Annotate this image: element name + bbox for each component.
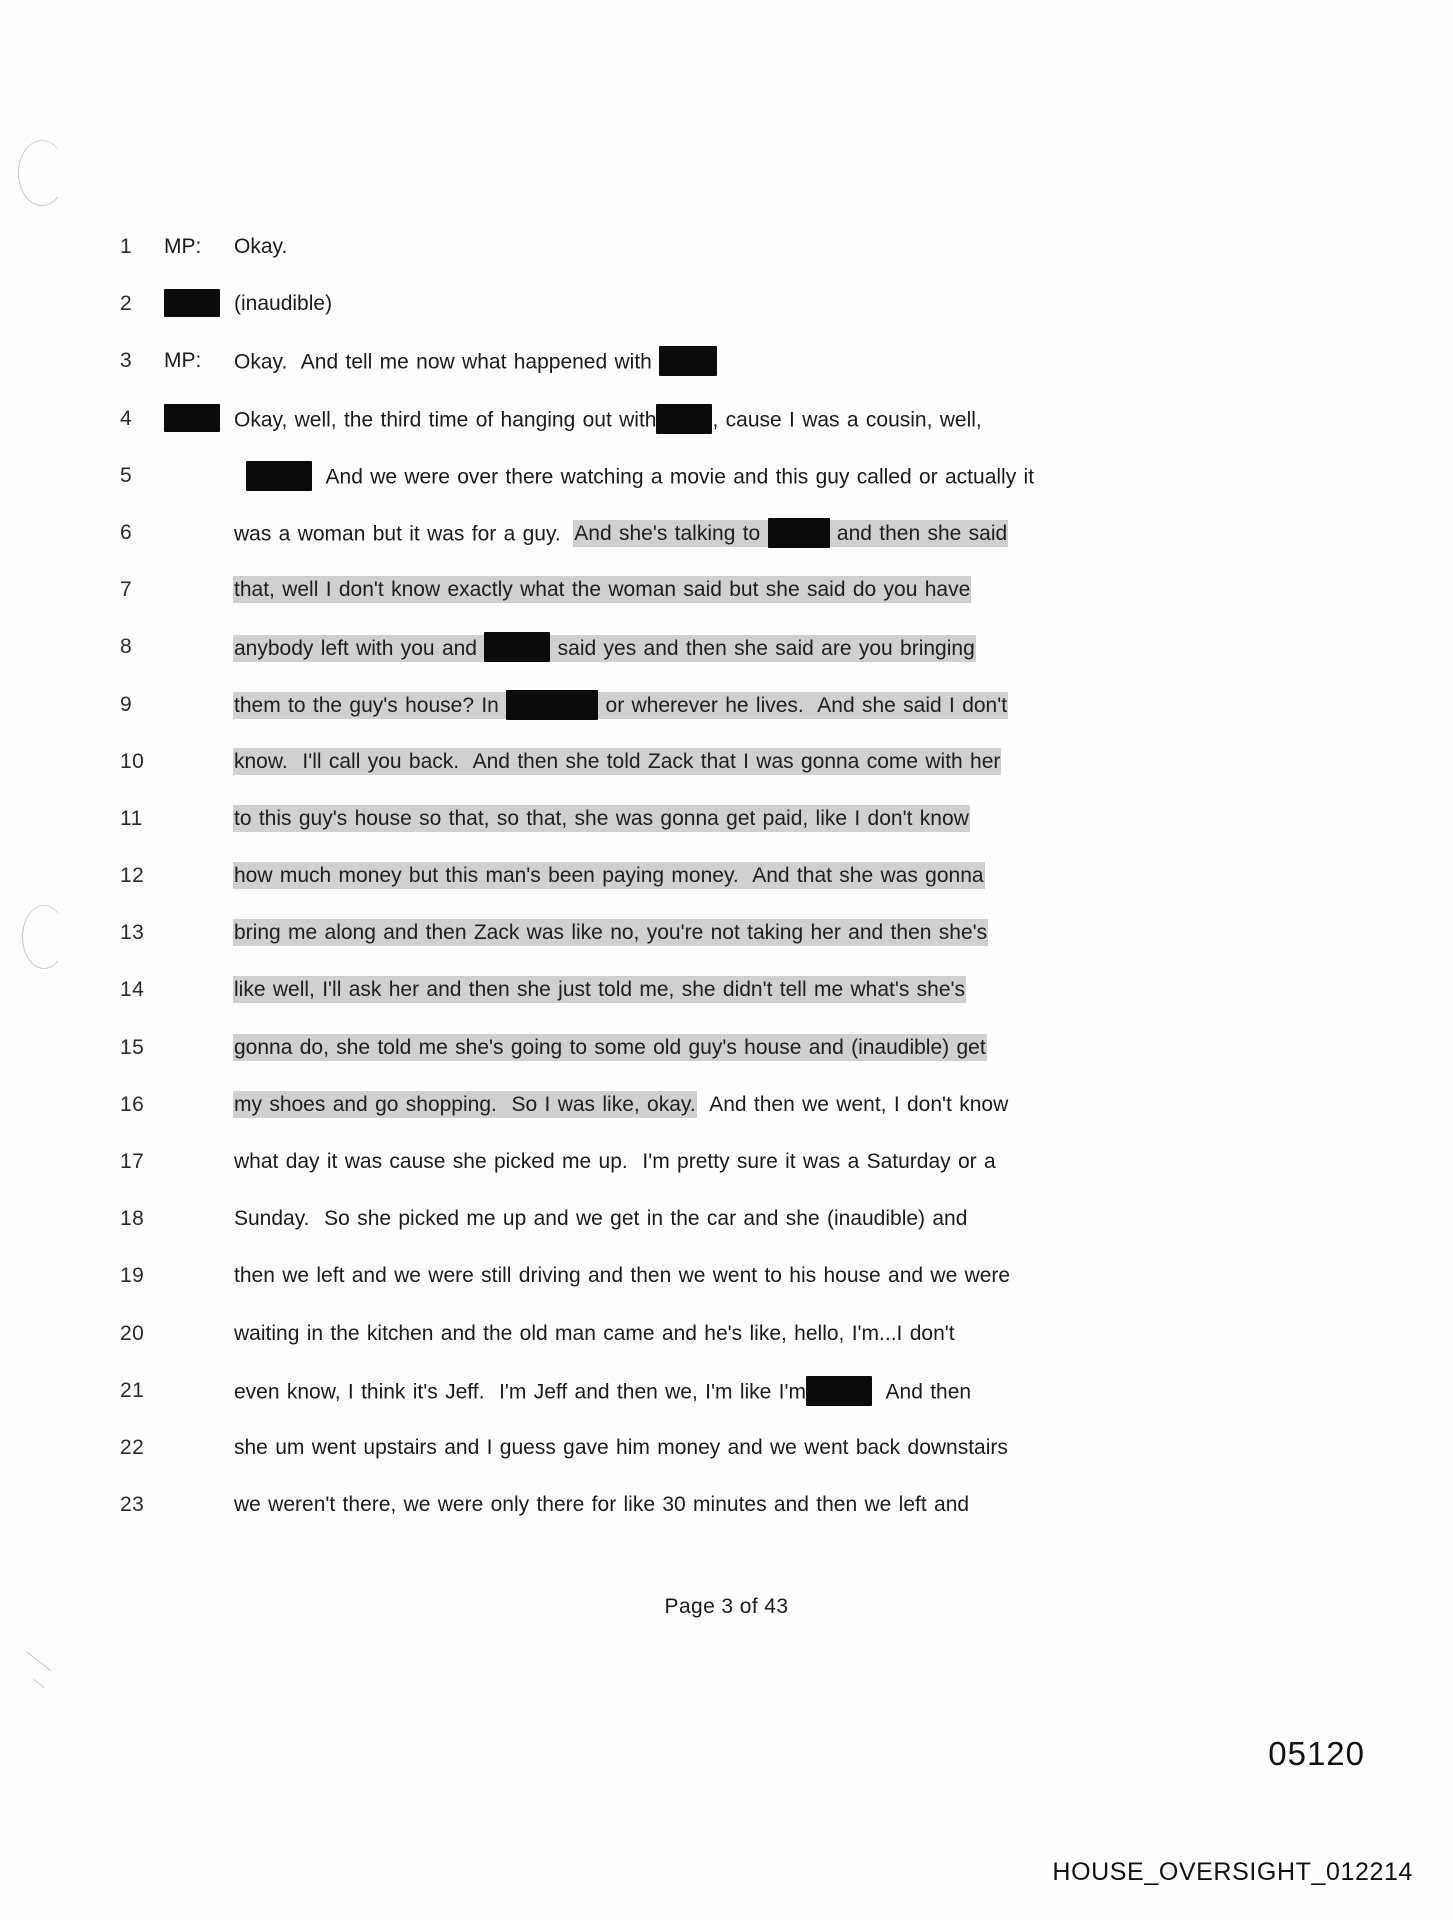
line-number: 16 <box>120 1092 145 1116</box>
plain-text: Okay, well, the third time of hanging out with <box>234 408 657 432</box>
redaction-bar <box>506 690 598 720</box>
redaction-bar <box>246 461 312 491</box>
transcript-line <box>120 404 1240 461</box>
line-number: 4 <box>120 406 133 430</box>
redaction <box>246 465 312 488</box>
highlighted-redaction <box>768 521 830 546</box>
scan-artifact-top <box>18 140 66 206</box>
speaker-label <box>164 690 234 692</box>
transcript-line <box>120 1490 1240 1547</box>
transcript-line <box>120 804 1240 861</box>
scan-artifact-bottom <box>20 1655 60 1703</box>
speaker-label <box>164 1376 234 1378</box>
transcript-line <box>120 1033 1240 1090</box>
line-number: 19 <box>120 1264 145 1288</box>
redaction <box>656 408 712 431</box>
speaker-label <box>164 461 234 463</box>
transcript-line <box>120 861 1240 918</box>
line-text <box>234 518 1240 550</box>
transcript-line <box>120 575 1240 632</box>
redaction-bar <box>164 404 220 432</box>
plain-text: she um went upstairs and I guess gave him money and we went back downstairs <box>234 1435 1008 1459</box>
highlighted-redaction <box>484 636 550 661</box>
line-text <box>234 289 1240 317</box>
line-text <box>234 575 1240 603</box>
line-number: 21 <box>120 1378 145 1402</box>
highlighted-text: how much money but this man's been paying money. And that she was gonna <box>234 864 984 888</box>
plain-text: , cause I was a cousin, well, <box>712 408 982 432</box>
highlighted-text: or wherever he lives. And she said I don't <box>598 694 1008 718</box>
speaker-label: MP: <box>164 349 202 373</box>
transcript-line <box>120 289 1240 346</box>
transcript-line <box>120 690 1240 747</box>
line-number: 15 <box>120 1035 145 1059</box>
line-number: 1 <box>120 235 133 258</box>
highlighted-text: them to the guy's house? In <box>234 694 507 718</box>
scan-artifact-middle <box>22 905 66 969</box>
plain-text: was a woman but it was for a guy. <box>234 522 575 546</box>
speaker-label <box>164 1261 234 1263</box>
speaker-label <box>164 1204 234 1206</box>
redaction-bar <box>768 518 830 548</box>
speaker-label <box>164 1090 234 1092</box>
speaker-label <box>164 747 234 749</box>
stamp-number: 05120 <box>1268 1735 1365 1772</box>
line-number: 8 <box>120 635 133 659</box>
speaker-label <box>164 289 234 319</box>
speaker-label <box>164 1319 234 1321</box>
highlighted-text: my shoes and go shopping. So I was like, okay. <box>234 1092 696 1116</box>
transcript-line <box>120 461 1240 518</box>
line-number: 10 <box>120 749 145 773</box>
line-number: 23 <box>120 1493 145 1517</box>
line-number: 7 <box>120 578 133 602</box>
speaker-label: MP: <box>164 235 202 258</box>
line-text <box>234 461 1240 493</box>
speaker-label <box>164 632 234 634</box>
plain-text: Okay. And tell me now what happened with <box>234 350 660 374</box>
plain-text: Sunday. So she picked me up and we get in the car and she (inaudible) and <box>234 1207 968 1231</box>
plain-text: And then we went, I don't know <box>695 1092 1009 1116</box>
transcript-line <box>120 518 1240 575</box>
line-text <box>234 918 1240 946</box>
plain-text: then we left and we were still driving and then we went to his house and we were <box>234 1264 1011 1288</box>
line-text <box>234 975 1240 1003</box>
speaker-label <box>164 975 234 977</box>
line-text <box>234 1376 1240 1408</box>
line-text <box>234 1319 1240 1347</box>
line-text <box>234 404 1240 436</box>
line-text <box>234 690 1240 722</box>
line-text <box>234 747 1240 775</box>
highlighted-text: and then she said <box>829 522 1008 546</box>
transcript-line <box>120 1433 1240 1490</box>
speaker-label <box>164 518 234 520</box>
transcript-line <box>120 1261 1240 1318</box>
line-number: 2 <box>120 292 133 316</box>
highlighted-text: to this guy's house so that, so that, she was gonna get paid, like I don't know <box>234 806 969 830</box>
line-number: 11 <box>120 806 143 830</box>
plain-text: Okay. <box>234 235 288 258</box>
line-text <box>234 804 1240 832</box>
transcript-line <box>120 346 1240 403</box>
plain-text: And we were over there watching a movie and this guy called or actually it <box>312 465 1035 489</box>
line-number: 5 <box>120 463 133 487</box>
plain-text: waiting in the kitchen and the old man came and he's like, hello, I'm...I don't <box>234 1321 955 1345</box>
plain-text: (inaudible) <box>234 292 333 316</box>
transcript-line <box>120 232 1240 289</box>
line-number: 14 <box>120 978 145 1002</box>
highlighted-text: And she's talking to <box>574 522 768 546</box>
line-text <box>234 1490 1240 1518</box>
speaker-label <box>164 404 234 434</box>
highlighted-text: that, well I don't know exactly what the woman said but she said do you have <box>234 578 971 602</box>
line-number: 9 <box>120 692 133 716</box>
redaction-bar <box>484 632 550 662</box>
speaker-label <box>164 1033 234 1035</box>
redaction <box>806 1380 872 1403</box>
plain-text: And then <box>872 1380 972 1404</box>
line-number: 12 <box>120 864 145 888</box>
line-text <box>234 1433 1240 1461</box>
transcript-line <box>120 1147 1240 1204</box>
redaction-bar <box>806 1376 872 1406</box>
speaker-label <box>164 918 234 920</box>
plain-text: we weren't there, we were only there for like 30 minutes and then we left and <box>234 1493 970 1517</box>
transcript-line <box>120 747 1240 804</box>
speaker-label <box>164 861 234 863</box>
line-number: 13 <box>120 921 145 945</box>
line-number: 17 <box>120 1150 145 1173</box>
redaction <box>659 351 717 374</box>
line-text <box>234 1147 1240 1175</box>
line-text <box>234 1204 1240 1232</box>
line-text <box>234 346 1240 378</box>
line-text <box>234 232 1240 260</box>
highlighted-text: gonna do, she told me she's going to some old guy's house and (inaudible) get <box>234 1035 986 1059</box>
speaker-label <box>164 1147 234 1149</box>
line-text <box>234 1033 1240 1061</box>
transcript-line <box>120 975 1240 1032</box>
transcript-line <box>120 1204 1240 1261</box>
redaction-bar <box>164 289 220 317</box>
line-number: 3 <box>120 349 133 373</box>
transcript-line <box>120 918 1240 975</box>
line-text <box>234 632 1240 664</box>
line-number: 18 <box>120 1207 145 1231</box>
speaker-label <box>164 1490 234 1492</box>
transcript-line <box>120 1090 1240 1147</box>
transcript-line <box>120 1376 1240 1433</box>
highlighted-text: bring me along and then Zack was like no, you're not taking her and then she's <box>234 921 988 945</box>
plain-text: even know, I think it's Jeff. I'm Jeff and then we, I'm like I'm <box>234 1380 807 1404</box>
highlighted-text: like well, I'll ask her and then she just told me, she didn't tell me what's she's <box>234 978 966 1002</box>
speaker-label <box>164 1433 234 1435</box>
transcript-body <box>120 232 1240 1547</box>
highlighted-redaction <box>506 693 598 718</box>
speaker-label <box>164 575 234 577</box>
highlighted-text: know. I'll call you back. And then she told Zack that I was gonna come with her <box>234 749 1001 773</box>
page-footer: Page 3 of 43 <box>664 1595 789 1618</box>
redaction-bar <box>659 346 717 376</box>
speaker-label <box>164 804 234 806</box>
line-text <box>234 1261 1240 1289</box>
line-number: 20 <box>120 1321 145 1345</box>
plain-text: what day it was cause she picked me up. I'm pretty sure it was a Saturday or a <box>234 1150 996 1173</box>
redaction-bar <box>656 404 712 434</box>
line-number: 6 <box>120 520 133 544</box>
line-text <box>234 1090 1240 1118</box>
transcript-line <box>120 632 1240 689</box>
highlighted-text: said yes and then she said are you bringing <box>550 636 975 660</box>
highlighted-text: anybody left with you and <box>234 636 485 660</box>
line-text <box>234 861 1240 889</box>
line-number: 22 <box>120 1435 145 1459</box>
transcript-line <box>120 1319 1240 1376</box>
bates-number: HOUSE_OVERSIGHT_012214 <box>1052 1858 1413 1886</box>
